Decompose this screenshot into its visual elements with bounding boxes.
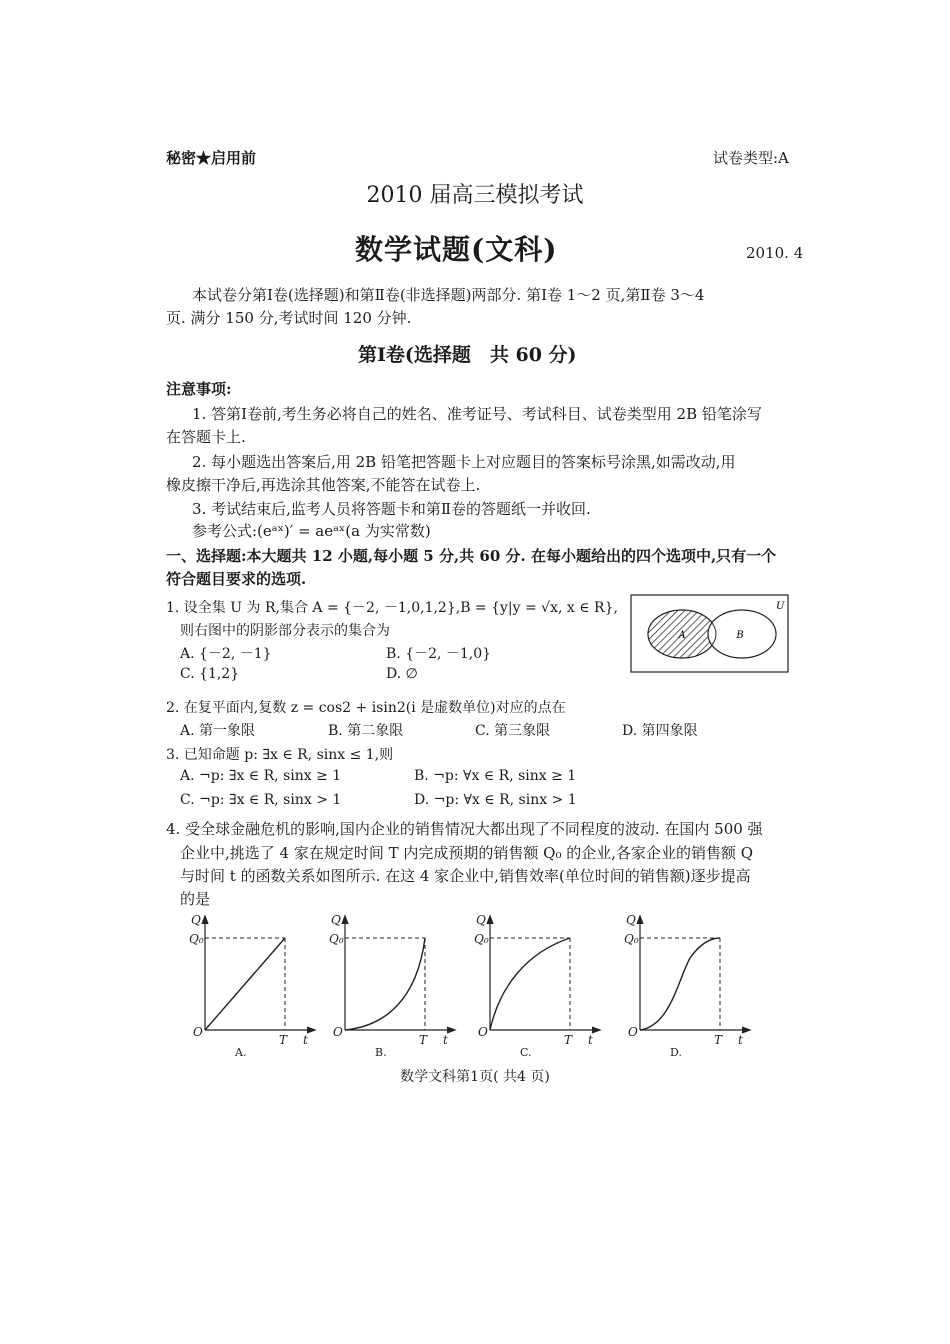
page-footer: 数学文科第1页( 共4 页)	[400, 1069, 550, 1085]
note-3: 3. 考试结束后,监考人员将答题卡和第Ⅱ卷的答题纸一并收回.	[192, 500, 591, 518]
q3-option-b: B. ¬p: ∀x ∈ R, sinx ≥ 1	[414, 768, 577, 784]
q4-stem-1: 4. 受全球金融危机的影响,国内企业的销售情况大都出现了不同程度的波动. 在国内 500 强	[166, 820, 763, 838]
graph-caption: C.	[520, 1046, 532, 1059]
axis-label-q0: Q₀	[189, 932, 204, 946]
axis-label-t: t	[738, 1033, 743, 1047]
graph-caption: D.	[670, 1046, 682, 1059]
venn-label-u: U	[776, 601, 785, 612]
paper-type: 试卷类型:A	[713, 149, 789, 167]
graph-c	[487, 916, 600, 1033]
q1-stem-1: 1. 设全集 U 为 R,集合 A = {－2, －1,0,1,2},B = {y|y = √x, x ∈ R},	[166, 600, 618, 616]
axis-label-q: Q	[191, 913, 201, 927]
graph-caption: B.	[375, 1046, 387, 1059]
q1-option-b: B. {－2, －1,0}	[386, 646, 492, 662]
note-1a: 1. 答第Ⅰ卷前,考生务必将自己的姓名、准考证号、考试科目、试卷类型用 2B 铅笔涂写	[192, 405, 762, 423]
q1-stem-2: 则右图中的阴影部分表示的集合为	[180, 623, 390, 639]
q2-option-a: A. 第一象限	[180, 723, 256, 739]
q1-option-a: A. {－2, －1}	[180, 646, 272, 662]
graph-a	[202, 916, 315, 1033]
q3-stem: 3. 已知命题 p: ∃x ∈ R, sinx ≤ 1,则	[166, 747, 394, 763]
graph-d	[637, 916, 750, 1033]
q2-stem: 2. 在复平面内,复数 z = cos2 + isin2(i 是虚数单位)对应的点在	[166, 700, 566, 716]
axis-label-T: T	[564, 1033, 573, 1047]
venn-label-a: A	[678, 630, 686, 641]
axis-label-q0: Q₀	[624, 932, 639, 946]
venn-diagram	[630, 594, 790, 674]
axis-label-t: t	[443, 1033, 448, 1047]
note-2b: 橡皮擦干净后,再选涂其他答案,不能答在试卷上.	[166, 476, 481, 494]
note-1b: 在答题卡上.	[166, 428, 246, 446]
q4-stem-2: 企业中,挑选了 4 家在规定时间 T 内完成预期的销售额 Q₀ 的企业,各家企业的销售额 Q	[180, 844, 754, 862]
q3-option-a: A. ¬p: ∃x ∈ R, sinx ≥ 1	[180, 768, 342, 784]
axis-label-q: Q	[626, 913, 636, 927]
q4-graphs	[185, 908, 785, 1063]
origin-label: O	[333, 1025, 343, 1039]
curve-a	[205, 938, 285, 1030]
q1-option-d: D. ∅	[386, 666, 418, 682]
axis-label-t: t	[588, 1033, 593, 1047]
note-2a: 2. 每小题选出答案后,用 2B 铅笔把答题卡上对应题目的答案标号涂黑,如需改动,用	[192, 453, 736, 471]
notes-heading: 注意事项:	[166, 380, 232, 398]
subject-title: 数学试题(文科)	[355, 233, 558, 266]
q4-stem-3: 与时间 t 的函数关系如图所示. 在这 4 家企业中,销售效率(单位时间的销售额)逐步提高	[180, 867, 751, 885]
axis-label-q0: Q₀	[474, 932, 489, 946]
curve-d	[640, 938, 720, 1030]
axis-label-T: T	[279, 1033, 288, 1047]
q3-option-d: D. ¬p: ∀x ∈ R, sinx > 1	[414, 792, 577, 808]
q2-option-c: C. 第三象限	[475, 723, 551, 739]
axis-label-t: t	[303, 1033, 308, 1047]
axis-label-T: T	[714, 1033, 723, 1047]
q1-option-c: C. {1,2}	[180, 666, 240, 682]
reference-formula: 参考公式:(eᵃˣ)′ = aeᵃˣ(a 为实常数)	[192, 522, 431, 540]
intro-line-2: 页. 满分 150 分,考试时间 120 分钟.	[166, 309, 412, 327]
exam-date: 2010. 4	[746, 244, 804, 262]
part1-line-1: 一、选择题:本大题共 12 小题,每小题 5 分,共 60 分. 在每小题给出的四个选项中,只有一个	[166, 547, 777, 565]
part1-line-2: 符合题目要求的选项.	[166, 570, 307, 588]
graph-caption: A.	[235, 1046, 247, 1059]
confidential-mark: 秘密★启用前	[166, 149, 257, 167]
exam-title: 2010 届高三模拟考试	[366, 183, 584, 208]
curve-c	[490, 938, 570, 1030]
q3-option-c: C. ¬p: ∃x ∈ R, sinx > 1	[180, 792, 342, 808]
q2-option-b: B. 第二象限	[328, 723, 404, 739]
section-title: 第Ⅰ卷(选择题 共 60 分)	[358, 344, 577, 366]
graph-b	[342, 916, 455, 1033]
axis-label-q: Q	[331, 913, 341, 927]
axis-label-q: Q	[476, 913, 486, 927]
axis-label-T: T	[419, 1033, 428, 1047]
venn-label-b: B	[736, 630, 744, 641]
origin-label: O	[193, 1025, 203, 1039]
axis-label-q0: Q₀	[329, 932, 344, 946]
intro-line-1: 本试卷分第Ⅰ卷(选择题)和第Ⅱ卷(非选择题)两部分. 第Ⅰ卷 1～2 页,第Ⅱ卷 3～4	[192, 286, 705, 304]
q4-stem-4: 的是	[180, 890, 211, 908]
origin-label: O	[628, 1025, 638, 1039]
curve-b	[345, 938, 425, 1030]
q2-option-d: D. 第四象限	[622, 723, 698, 739]
origin-label: O	[478, 1025, 488, 1039]
